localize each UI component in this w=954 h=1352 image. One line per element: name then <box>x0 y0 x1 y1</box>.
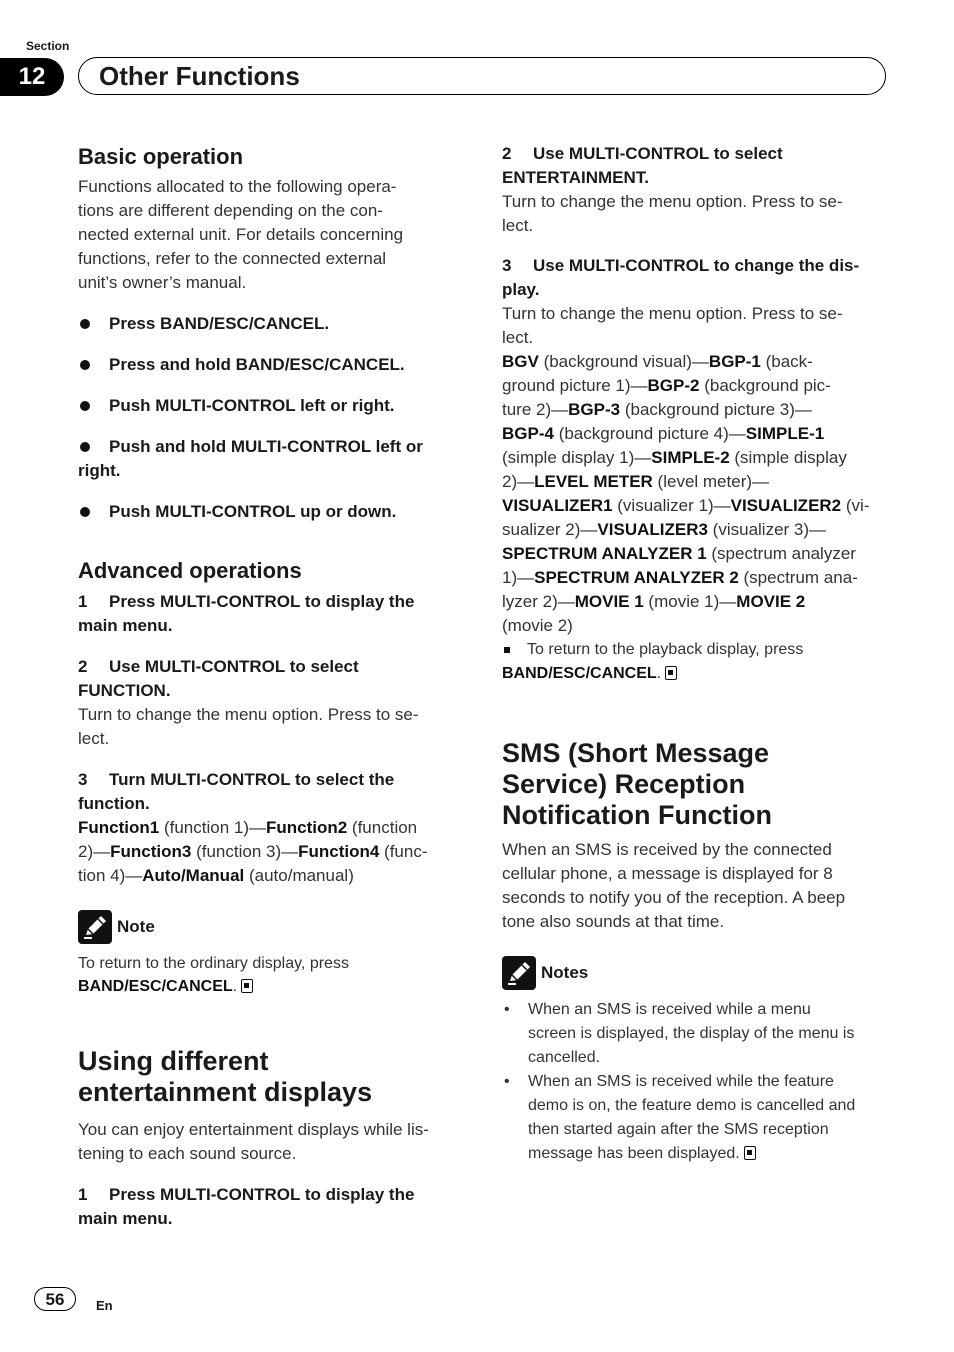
note-pencil-icon <box>78 910 112 944</box>
note-header <box>78 910 468 944</box>
ent-step-3-body: Turn to change the menu option. Press to se- lect. <box>502 304 843 347</box>
adv-step-1: 1 Press MULTI-CONTROL to display the main menu. <box>78 592 415 635</box>
entertainment-heading: Using different entertainment displays <box>78 1046 373 1107</box>
section-title-box <box>78 57 886 95</box>
section-label: Section <box>26 39 70 53</box>
display-options: BGV (background visual)—BGP-1 (back- ground picture 1)—BGP-2 (background pic- ture 2)—BGP-3 (background picture 3)— BGP-4 (background picture 4)—SIMPLE-1 (simple display 1)—SIMPLE-2 (simple display 2)—LEVEL METER (level meter)— VISUALIZER1 (visualizer 1)—VISUALIZER2 (vi- sualizer 2)—VISUALIZER3 (visualizer 3)— SPECTRUM ANALYZER 1 (spectrum analyzer 1)—SPECTRUM ANALYZER 2 (spectrum ana- lyzer 2)—MOVIE 1 (movie 1)—MOVIE 2 (movie 2) <box>502 352 870 635</box>
basic-operation-heading: Basic operation <box>78 144 244 169</box>
basic-operation-intro: Functions allocated to the following opera- tions are different depending on the con- nected external unit. For details concerning functions, refer to the connected external unit’s owner’s manual. <box>78 177 404 292</box>
adv-step-3: 3 Turn MULTI-CONTROL to select the function. <box>78 770 395 813</box>
basic-bullet: Push and hold MULTI-CONTROL left or right. <box>78 437 423 480</box>
note-pencil-icon <box>502 956 536 990</box>
ent-step-2: 2 Use MULTI-CONTROL to select ENTERTAINMENT. <box>502 144 783 187</box>
right-column <box>502 142 892 1166</box>
function-options: Function1 (function 1)—Function2 (function 2)—Function3 (function 3)—Function4 (func- tion 4)—Auto/Manual (auto/manual) <box>78 818 428 885</box>
page-number: 56 <box>34 1287 76 1311</box>
note-title: Note <box>117 917 155 936</box>
end-mark-icon <box>241 979 253 993</box>
ent-step-2-body: Turn to change the menu option. Press to se- lect. <box>502 192 843 235</box>
end-mark-icon <box>665 666 677 680</box>
left-column <box>78 140 468 1231</box>
section-title: Other Functions <box>99 61 300 91</box>
basic-bullet: Press and hold BAND/ESC/CANCEL. <box>78 353 468 377</box>
basic-bullet: Press BAND/ESC/CANCEL. <box>78 312 468 336</box>
advanced-operations-heading: Advanced operations <box>78 558 302 583</box>
return-note: To return to the playback display, press BAND/ESC/CANCEL. <box>502 641 804 682</box>
sms-heading: SMS (Short Message Service) Reception Notification Function <box>502 738 772 830</box>
sms-intro: When an SMS is received by the connected cellular phone, a message is displayed for 8 seconds to notify you of the reception. A beep tone also sounds at that time. <box>502 840 846 931</box>
adv-step-2-body: Turn to change the menu option. Press to se- lect. <box>78 705 419 748</box>
basic-bullet: Push MULTI-CONTROL left or right. <box>78 394 468 418</box>
sms-note-2: • When an SMS is received while the feature demo is on, the feature demo is cancelled and then started again after the SMS reception message has been displayed. <box>504 1073 856 1162</box>
notes-title: Notes <box>541 963 589 982</box>
ent-step-3: 3 Use MULTI-CONTROL to change the dis- play. <box>502 256 860 299</box>
square-bullet-icon <box>504 647 510 653</box>
notes-header <box>502 956 892 990</box>
note-text: To return to the ordinary display, press BAND/ESC/CANCEL. <box>78 955 349 995</box>
ent-step-1: 1 Press MULTI-CONTROL to display the main menu. <box>78 1185 415 1228</box>
entertainment-intro: You can enjoy entertainment displays while lis- tening to each sound source. <box>78 1120 429 1163</box>
adv-step-2: 2 Use MULTI-CONTROL to select FUNCTION. <box>78 657 359 700</box>
basic-bullet: Push MULTI-CONTROL up or down. <box>78 500 468 524</box>
section-number: 12 <box>0 58 64 96</box>
language-code: En <box>96 1298 113 1313</box>
end-mark-icon <box>744 1146 756 1160</box>
sms-note-1: • When an SMS is received while a menu screen is displayed, the display of the menu is cancelled. <box>504 1001 855 1066</box>
